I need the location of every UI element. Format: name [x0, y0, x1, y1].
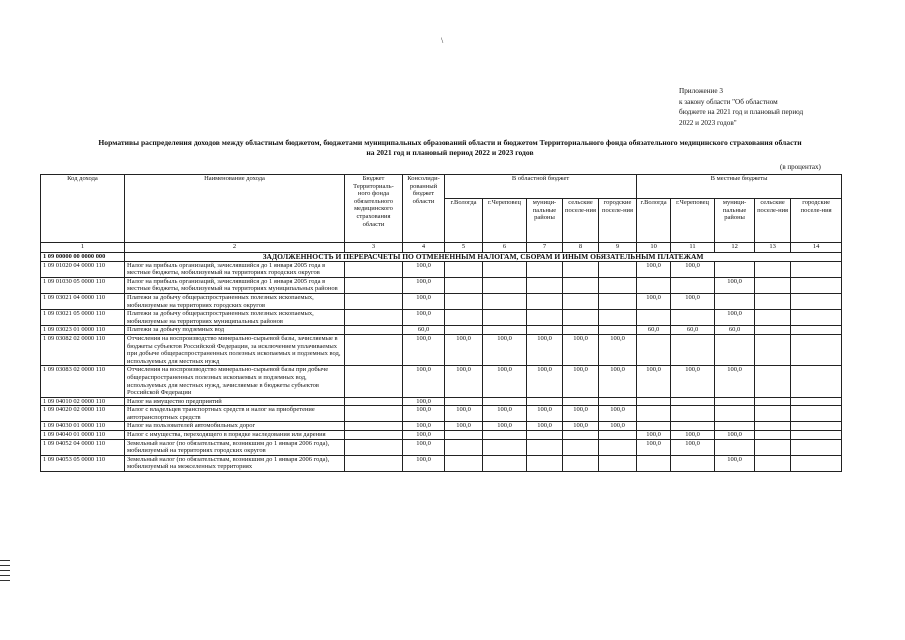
- revenue-code: 1 09 04052 04 0000 110: [41, 439, 125, 455]
- rate-cell: 100,0: [599, 422, 637, 431]
- rate-cell: [755, 310, 791, 326]
- document-title: [70, 138, 830, 158]
- appendix-line: Приложение 3: [679, 87, 723, 95]
- rate-cell: [563, 261, 599, 277]
- normatives-table: [40, 174, 842, 472]
- rate-cell: [755, 455, 791, 471]
- rate-cell: [445, 293, 483, 309]
- rate-cell: 100,0: [671, 431, 715, 440]
- table-row: [41, 406, 842, 422]
- revenue-code: 1 09 03083 02 0000 110: [41, 366, 125, 397]
- rate-cell: [671, 397, 715, 406]
- subheader-regional-3: муници-пальные районы: [527, 199, 563, 243]
- table-row: [41, 455, 842, 471]
- revenue-code: 1 09 01030 05 0000 110: [41, 277, 125, 293]
- revenue-name: Отчисления на воспроизводство минерально-сырьевой базы, зачисляемые в бюджеты субъектов Российской Федерации, за исключением уплачиваемых при добыче общераспространенных полезных ископаемых и подземных вод, используемых для местных нужд: [125, 334, 345, 365]
- rate-cell: 100,0: [563, 422, 599, 431]
- rate-cell: [527, 310, 563, 326]
- section-code: 1 09 00000 00 0000 000: [41, 253, 125, 262]
- revenue-name: Налог на пользователей автомобильных дорог: [125, 422, 345, 431]
- column-number: 11: [671, 243, 715, 253]
- table-row: [41, 261, 842, 277]
- rate-cell: 60,0: [715, 326, 755, 335]
- rate-cell: 100,0: [563, 334, 599, 365]
- header-code: Код дохода: [41, 175, 125, 243]
- rate-cell: 100,0: [671, 366, 715, 397]
- rate-cell: 100,0: [403, 439, 445, 455]
- appendix-line: 2022 и 2023 годов": [679, 118, 737, 127]
- rate-cell: [345, 366, 403, 397]
- table-row: [41, 326, 842, 335]
- revenue-name: Платежи за добычу общераспространенных полезных ископаемых, мобилизуемые на территориях муниципальных районов: [125, 310, 345, 326]
- rate-cell: 100,0: [403, 406, 445, 422]
- rate-cell: 100,0: [403, 277, 445, 293]
- rate-cell: [345, 326, 403, 335]
- rate-cell: 100,0: [715, 310, 755, 326]
- rate-cell: [715, 439, 755, 455]
- column-number: 5: [445, 243, 483, 253]
- rate-cell: [345, 431, 403, 440]
- rate-cell: [345, 406, 403, 422]
- column-number: 8: [563, 243, 599, 253]
- rate-cell: [483, 455, 527, 471]
- rate-cell: [755, 397, 791, 406]
- rate-cell: [563, 310, 599, 326]
- rate-cell: [483, 261, 527, 277]
- subheader-local-5: городские поселе-ния: [791, 199, 842, 243]
- rate-cell: [791, 397, 842, 406]
- rate-cell: 100,0: [483, 422, 527, 431]
- rate-cell: 100,0: [563, 406, 599, 422]
- rate-cell: [637, 277, 671, 293]
- rate-cell: [483, 293, 527, 309]
- rate-cell: [483, 397, 527, 406]
- revenue-code: 1 09 03082 02 0000 110: [41, 334, 125, 365]
- rate-cell: [755, 261, 791, 277]
- rate-cell: 100,0: [403, 397, 445, 406]
- revenue-name: Отчисления на воспроизводство минерально-сырьевой базы при добыче общераспространенных полезных ископаемых и подземных вод, используемых для местных нужд, зачисляемые в бюджеты субъектов Российской Федерации: [125, 366, 345, 397]
- rate-cell: 100,0: [403, 431, 445, 440]
- revenue-code: 1 09 04030 01 0000 110: [41, 422, 125, 431]
- rate-cell: [671, 406, 715, 422]
- rate-cell: [637, 334, 671, 365]
- rate-cell: [599, 261, 637, 277]
- rate-cell: [791, 277, 842, 293]
- rate-cell: [483, 326, 527, 335]
- rate-cell: [791, 261, 842, 277]
- rate-cell: 60,0: [637, 326, 671, 335]
- revenue-name: Земельный налог (по обязательствам, возникшим до 1 января 2006 года), мобилизуемый на территориях городских округов: [125, 439, 345, 455]
- rate-cell: [599, 397, 637, 406]
- rate-cell: [791, 293, 842, 309]
- rate-cell: [755, 334, 791, 365]
- rate-cell: 100,0: [599, 366, 637, 397]
- rate-cell: 100,0: [527, 366, 563, 397]
- rate-cell: 100,0: [637, 431, 671, 440]
- rate-cell: [755, 326, 791, 335]
- rate-cell: 100,0: [403, 261, 445, 277]
- rate-cell: [599, 293, 637, 309]
- rate-cell: [527, 326, 563, 335]
- rate-cell: [527, 397, 563, 406]
- rate-cell: [483, 439, 527, 455]
- rate-cell: [791, 310, 842, 326]
- column-number: 6: [483, 243, 527, 253]
- revenue-code: 1 09 03021 04 0000 110: [41, 293, 125, 309]
- rate-cell: [345, 455, 403, 471]
- rate-cell: [637, 397, 671, 406]
- rate-cell: [599, 326, 637, 335]
- rate-cell: [599, 310, 637, 326]
- section-title: ЗАДОЛЖЕННОСТЬ И ПЕРЕРАСЧЕТЫ ПО ОТМЕНЕННЫМ НАЛОГАМ, СБОРАМ И ИНЫМ ОБЯЗАТЕЛЬНЫМ ПЛАТЕЖАМ: [125, 253, 842, 262]
- column-number: 13: [755, 243, 791, 253]
- rate-cell: 100,0: [637, 261, 671, 277]
- rate-cell: [791, 431, 842, 440]
- rate-cell: [755, 293, 791, 309]
- column-number: 3: [345, 243, 403, 253]
- revenue-code: 1 09 04010 02 0000 110: [41, 397, 125, 406]
- revenue-name: Земельный налог (по обязательствам, возникшим до 1 января 2006 года), мобилизуемый на межселенных территориях: [125, 455, 345, 471]
- subheader-local-4: сельские поселе-ния: [755, 199, 791, 243]
- rate-cell: [527, 439, 563, 455]
- table-row: [41, 431, 842, 440]
- subheader-local-2: г.Череповец: [671, 199, 715, 243]
- rate-cell: [715, 397, 755, 406]
- rate-cell: [563, 277, 599, 293]
- rate-cell: 100,0: [403, 334, 445, 365]
- table-row: [41, 334, 842, 365]
- rate-cell: [527, 261, 563, 277]
- rate-cell: [715, 293, 755, 309]
- rate-cell: 100,0: [715, 277, 755, 293]
- rate-cell: [671, 277, 715, 293]
- rate-cell: 100,0: [527, 406, 563, 422]
- revenue-code: 1 09 04040 01 0000 110: [41, 431, 125, 440]
- title-line: Нормативы распределения доходов между областным бюджетом, бюджетами муниципальных образований области и бюджетом Территориального фонда обязательного медицинского страхования области: [98, 138, 802, 147]
- rate-cell: [563, 439, 599, 455]
- page-mark: \: [441, 36, 444, 45]
- margin-marks: [0, 560, 10, 585]
- rate-cell: 100,0: [445, 406, 483, 422]
- table-row: [41, 397, 842, 406]
- column-number: 12: [715, 243, 755, 253]
- rate-cell: 100,0: [403, 455, 445, 471]
- rate-cell: [671, 334, 715, 365]
- rate-cell: [563, 326, 599, 335]
- rate-cell: [563, 397, 599, 406]
- revenue-code: 1 09 03023 01 0000 110: [41, 326, 125, 335]
- subheader-regional-4: сельские поселе-ния: [563, 199, 599, 243]
- rate-cell: [715, 334, 755, 365]
- revenue-name: Платежи за добычу подземных вод: [125, 326, 345, 335]
- rate-cell: [599, 455, 637, 471]
- column-number: 9: [599, 243, 637, 253]
- rate-cell: 100,0: [483, 334, 527, 365]
- rate-cell: [671, 422, 715, 431]
- rate-cell: 100,0: [671, 261, 715, 277]
- rate-cell: [563, 455, 599, 471]
- rate-cell: [755, 406, 791, 422]
- appendix-note: [679, 86, 803, 128]
- rate-cell: [527, 431, 563, 440]
- header-name: Наименование дохода: [125, 175, 345, 243]
- table-row: [41, 439, 842, 455]
- rate-cell: 100,0: [715, 455, 755, 471]
- rate-cell: 100,0: [599, 406, 637, 422]
- rate-cell: 100,0: [671, 439, 715, 455]
- rate-cell: [637, 310, 671, 326]
- rate-cell: 100,0: [445, 422, 483, 431]
- rate-cell: [445, 431, 483, 440]
- revenue-name: Налог на прибыль организаций, зачислявшийся до 1 января 2005 года в местные бюджеты, мобилизуемый на территориях городских округов: [125, 261, 345, 277]
- rate-cell: [599, 431, 637, 440]
- rate-cell: [791, 326, 842, 335]
- rate-cell: 100,0: [445, 334, 483, 365]
- table-row: [41, 277, 842, 293]
- header-regional: В областной бюджет: [445, 175, 637, 199]
- revenue-name: Налог с владельцев транспортных средств и налог на приобретение автотранспортных средств: [125, 406, 345, 422]
- rate-cell: 100,0: [715, 431, 755, 440]
- rate-cell: [563, 431, 599, 440]
- rate-cell: [527, 277, 563, 293]
- column-number: 4: [403, 243, 445, 253]
- rate-cell: [345, 422, 403, 431]
- rate-cell: [527, 293, 563, 309]
- table-row: [41, 293, 842, 309]
- rate-cell: [445, 455, 483, 471]
- rate-cell: [755, 431, 791, 440]
- rate-cell: [527, 455, 563, 471]
- rate-cell: [563, 293, 599, 309]
- rate-cell: [791, 366, 842, 397]
- rate-cell: 60,0: [403, 326, 445, 335]
- rate-cell: [671, 310, 715, 326]
- rate-cell: [483, 310, 527, 326]
- rate-cell: 100,0: [403, 293, 445, 309]
- rate-cell: [345, 293, 403, 309]
- rate-cell: [445, 326, 483, 335]
- rate-cell: 100,0: [671, 293, 715, 309]
- rate-cell: [599, 439, 637, 455]
- rate-cell: 100,0: [527, 422, 563, 431]
- rate-cell: 100,0: [403, 310, 445, 326]
- column-number: 14: [791, 243, 842, 253]
- rate-cell: [345, 334, 403, 365]
- rate-cell: [445, 277, 483, 293]
- rate-cell: [791, 455, 842, 471]
- column-number: 2: [125, 243, 345, 253]
- appendix-line: к закону области "Об областном: [679, 97, 778, 106]
- unit-note: (в процентах): [780, 163, 821, 171]
- rate-cell: [637, 406, 671, 422]
- revenue-code: 1 09 04020 02 0000 110: [41, 406, 125, 422]
- rate-cell: 100,0: [637, 366, 671, 397]
- rate-cell: 60,0: [671, 326, 715, 335]
- revenue-name: Платежи за добычу общераспространенных полезных ископаемых, мобилизуемые на территориях городских округов: [125, 293, 345, 309]
- rate-cell: [715, 406, 755, 422]
- rate-cell: 100,0: [715, 366, 755, 397]
- revenue-name: Налог на прибыль организаций, зачислявшийся до 1 января 2005 года в местные бюджеты, мобилизуемый на территориях муниципальных районов: [125, 277, 345, 293]
- rate-cell: 100,0: [403, 422, 445, 431]
- rate-cell: 100,0: [403, 366, 445, 397]
- title-line: на 2021 год и плановый период 2022 и 2023 годов: [366, 148, 534, 157]
- rate-cell: 100,0: [445, 366, 483, 397]
- rate-cell: [445, 261, 483, 277]
- rate-cell: [715, 422, 755, 431]
- rate-cell: [755, 439, 791, 455]
- column-number: 7: [527, 243, 563, 253]
- rate-cell: [483, 277, 527, 293]
- revenue-name: Налог с имущества, переходящего в порядке наследования или дарения: [125, 431, 345, 440]
- rate-cell: 100,0: [599, 334, 637, 365]
- table-row: [41, 366, 842, 397]
- rate-cell: 100,0: [637, 439, 671, 455]
- rate-cell: [637, 455, 671, 471]
- revenue-name: Налог на имущество предприятий: [125, 397, 345, 406]
- rate-cell: [791, 406, 842, 422]
- rate-cell: 100,0: [563, 366, 599, 397]
- rate-cell: [599, 277, 637, 293]
- header-consolidated: Консолиди-рованный бюджет области: [403, 175, 445, 243]
- rate-cell: [637, 422, 671, 431]
- rate-cell: [791, 439, 842, 455]
- rate-cell: [791, 422, 842, 431]
- rate-cell: [791, 334, 842, 365]
- rate-cell: [755, 366, 791, 397]
- rate-cell: [715, 261, 755, 277]
- revenue-code: 1 09 03021 05 0000 110: [41, 310, 125, 326]
- rate-cell: [483, 431, 527, 440]
- rate-cell: 100,0: [637, 293, 671, 309]
- rate-cell: [345, 277, 403, 293]
- rate-cell: [345, 439, 403, 455]
- revenue-code: 1 09 04053 05 0000 110: [41, 455, 125, 471]
- rate-cell: [755, 422, 791, 431]
- rate-cell: [445, 439, 483, 455]
- rate-cell: [345, 261, 403, 277]
- rate-cell: [445, 310, 483, 326]
- column-number: 10: [637, 243, 671, 253]
- table-row: [41, 310, 842, 326]
- rate-cell: [445, 397, 483, 406]
- rate-cell: [671, 455, 715, 471]
- subheader-local-3: муници-пальные районы: [715, 199, 755, 243]
- rate-cell: [345, 310, 403, 326]
- header-fund: Бюджет Территориаль-ного фонда обязательного медицинского страхования области: [345, 175, 403, 243]
- rate-cell: [755, 277, 791, 293]
- appendix-line: бюджете на 2021 год и плановый период: [679, 108, 804, 116]
- rate-cell: 100,0: [527, 334, 563, 365]
- subheader-regional-2: г.Череповец: [483, 199, 527, 243]
- rate-cell: 100,0: [483, 366, 527, 397]
- column-number: 1: [41, 243, 125, 253]
- revenue-code: 1 09 01020 04 0000 110: [41, 261, 125, 277]
- subheader-regional-1: г.Вологда: [445, 199, 483, 243]
- subheader-regional-5: городские поселе-ния: [599, 199, 637, 243]
- rate-cell: 100,0: [483, 406, 527, 422]
- subheader-local-1: г.Вологда: [637, 199, 671, 243]
- header-local: В местные бюджеты: [637, 175, 842, 199]
- table-row: [41, 422, 842, 431]
- rate-cell: [345, 397, 403, 406]
